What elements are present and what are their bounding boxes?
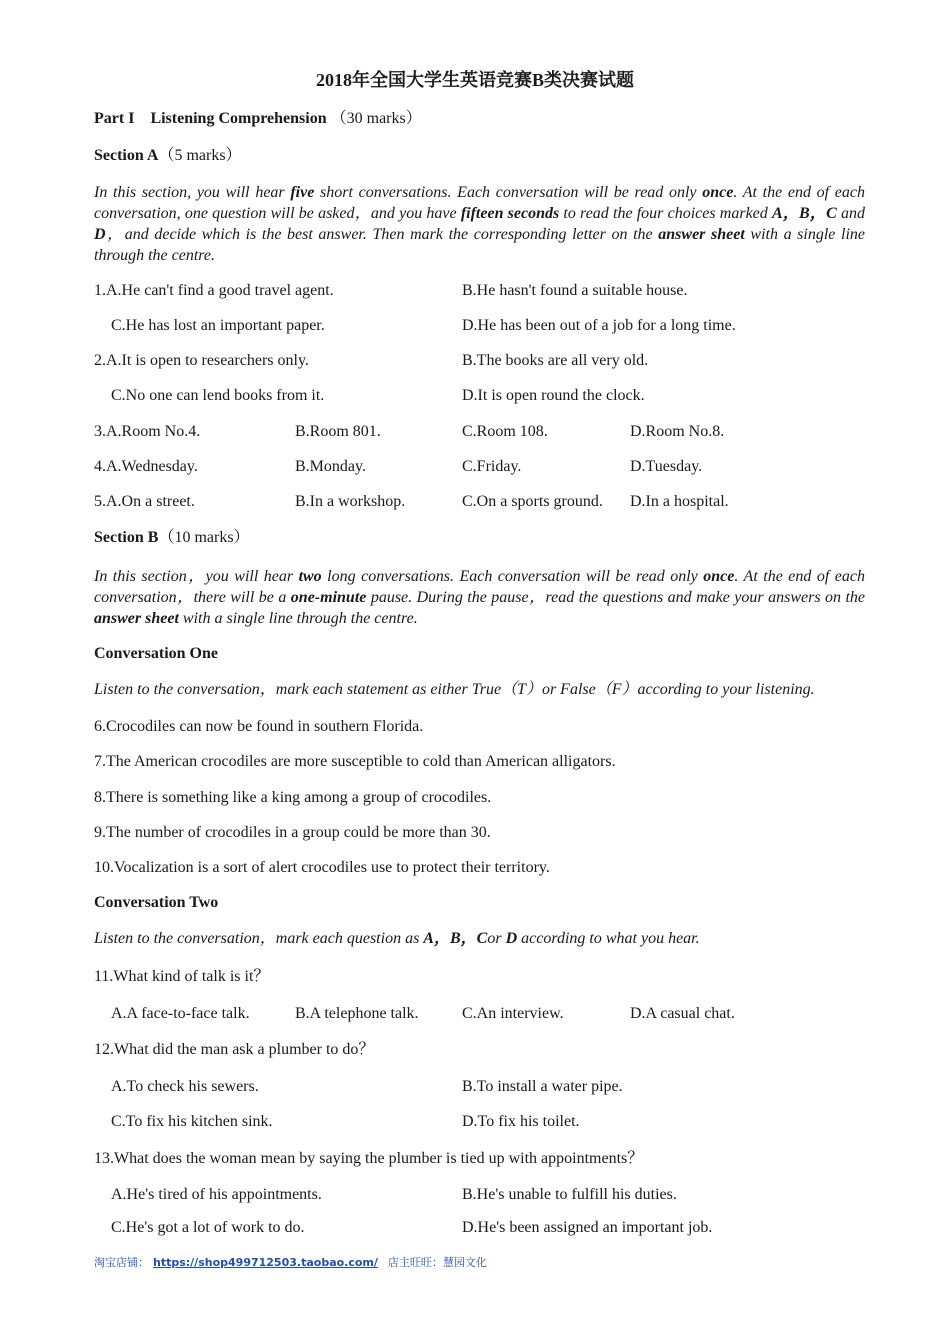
instr-keyword: D — [505, 930, 518, 947]
instr-text: or — [487, 930, 506, 947]
instr-keyword: once — [702, 184, 734, 201]
statement-item: 7.The American crocodiles are more susceptible to cold than American alligators. — [94, 753, 616, 770]
q13-option-a: A.He's tired of his appointments. — [111, 1186, 322, 1203]
conversation-one-instructions: Listen to the conversation，mark each statement as either True（T）or False（F）according to your listening. — [94, 681, 815, 698]
statement-item: 8.There is something like a king among a group of crocodiles. — [94, 789, 492, 806]
instr-keyword: fifteen seconds — [460, 205, 560, 222]
instr-keyword: one-minute — [290, 589, 367, 606]
section-a-heading — [94, 146, 242, 166]
instr-keyword: A，B，C — [423, 930, 488, 947]
statement-item: 10.Vocalization is a sort of alert crocodiles use to protect their territory. — [94, 859, 550, 876]
statement-item: 9.The number of crocodiles in a group could be more than 30. — [94, 824, 491, 841]
instr-keyword: answer sheet — [658, 226, 745, 243]
instr-text: . At the end of each conversation, one question will be asked，and you have — [94, 184, 866, 222]
part-marks: （30 marks） — [330, 110, 422, 127]
conversation-two-heading: Conversation Two — [94, 894, 219, 911]
part-heading — [94, 109, 422, 129]
instr-keyword: answer sheet — [94, 610, 179, 627]
section-a-marks: （5 marks） — [158, 147, 242, 164]
instr-text: with a single line through the centre. — [178, 610, 418, 627]
section-b-heading — [94, 528, 250, 548]
instr-text: according to what you hear. — [517, 930, 700, 947]
q1-option-d: D.He has been out of a job for a long time. — [462, 317, 736, 334]
footer-owner: 店主旺旺：慧园文化 — [387, 1256, 487, 1269]
q11-stem: 11.What kind of talk is it？ — [94, 968, 270, 985]
q3-option-b: B.Room 801. — [295, 423, 381, 440]
q4-option-d: D.Tuesday. — [630, 458, 703, 475]
q11-option-b: B.A telephone talk. — [295, 1005, 419, 1022]
instr-text: In this section，you will hear — [94, 568, 299, 585]
instr-keyword: A，B，C — [771, 205, 837, 222]
instr-text: to read the four choices marked — [559, 205, 772, 222]
q3-option-d: D.Room No.8. — [630, 423, 725, 440]
q1-option-c: C.He has lost an important paper. — [111, 317, 325, 334]
q13-stem: 13.What does the woman mean by saying the plumber is tied up with appointments？ — [94, 1150, 644, 1167]
page-title: 2018年全国大学生英语竞赛B类决赛试题 — [315, 70, 634, 90]
part-name: Listening Comprehension — [150, 110, 327, 127]
instr-keyword: two — [298, 568, 322, 585]
q1-option-a: 1.A.He can't find a good travel agent. — [94, 282, 334, 299]
section-b-label: Section B — [94, 529, 159, 546]
q13-option-c: C.He's got a lot of work to do. — [111, 1219, 305, 1236]
q5-option-d: D.In a hospital. — [630, 493, 729, 510]
part-label: Part I — [94, 110, 135, 127]
conversation-one-heading: Conversation One — [94, 645, 218, 662]
q12-option-a: A.To check his sewers. — [111, 1078, 259, 1095]
q12-option-b: B.To install a water pipe. — [462, 1078, 623, 1095]
instr-text: with a single line through the centre. — [94, 226, 866, 264]
instr-text: Listen to the conversation，mark each question as — [94, 930, 424, 947]
instr-keyword: five — [290, 184, 315, 201]
instr-text: and — [836, 205, 865, 222]
q13-option-d: D.He's been assigned an important job. — [462, 1219, 713, 1236]
q11-option-d: D.A casual chat. — [630, 1005, 735, 1022]
instr-keyword: once — [703, 568, 735, 585]
section-b-instructions — [94, 566, 865, 629]
instr-text: short conversations. Each conversation will be read only — [314, 184, 703, 201]
instr-text: In this section, you will hear — [94, 184, 291, 201]
q5-option-a: 5.A.On a street. — [94, 493, 195, 510]
instr-text: ，and decide which is the best answer. Then mark the corresponding letter on the — [105, 226, 659, 243]
q4-option-a: 4.A.Wednesday. — [94, 458, 198, 475]
q4-option-c: C.Friday. — [462, 458, 522, 475]
q13-option-b: B.He's unable to fulfill his duties. — [462, 1186, 677, 1203]
q12-stem: 12.What did the man ask a plumber to do？ — [94, 1041, 375, 1058]
q4-option-b: B.Monday. — [295, 458, 366, 475]
q2-option-b: B.The books are all very old. — [462, 352, 649, 369]
q5-option-b: B.In a workshop. — [295, 493, 406, 510]
footer-shop-label: 淘宝店铺： — [94, 1256, 149, 1269]
q12-option-d: D.To fix his toilet. — [462, 1113, 580, 1130]
q2-option-a: 2.A.It is open to researchers only. — [94, 352, 309, 369]
section-a-label: Section A — [94, 147, 159, 164]
q2-option-c: C.No one can lend books from it. — [111, 387, 325, 404]
section-b-marks: （10 marks） — [158, 529, 250, 546]
footer — [94, 1254, 487, 1270]
q12-option-c: C.To fix his kitchen sink. — [111, 1113, 273, 1130]
q2-option-d: D.It is open round the clock. — [462, 387, 645, 404]
conversation-two-instructions — [94, 929, 700, 949]
instr-text: pause. During the pause，read the questions and make your answers on the — [366, 589, 866, 606]
q5-option-c: C.On a sports ground. — [462, 493, 603, 510]
q1-option-b: B.He hasn't found a suitable house. — [462, 282, 688, 299]
q3-option-c: C.Room 108. — [462, 423, 548, 440]
instr-text: . At the end of each conversation，there will be a — [94, 568, 865, 606]
section-a-instructions — [94, 182, 865, 266]
footer-shop-link[interactable]: https://shop499712503.taobao.com/ — [153, 1256, 378, 1269]
q3-option-a: 3.A.Room No.4. — [94, 423, 201, 440]
instr-text: long conversations. Each conversation will be read only — [321, 568, 704, 585]
q11-option-c: C.An interview. — [462, 1005, 564, 1022]
statement-item: 6.Crocodiles can now be found in southern Florida. — [94, 718, 424, 735]
instr-keyword: D — [94, 226, 106, 243]
q11-option-a: A.A face-to-face talk. — [111, 1005, 250, 1022]
